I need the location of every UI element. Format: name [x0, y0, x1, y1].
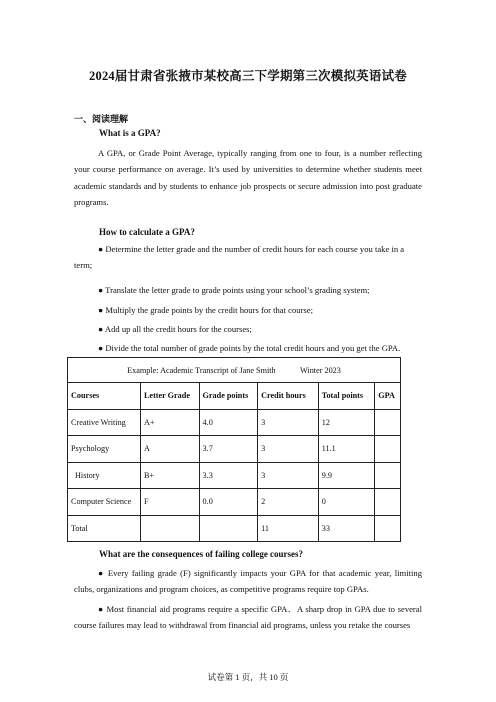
header-credit-hours: Credit hours: [258, 383, 319, 410]
table-row: [68, 489, 401, 516]
cell-course: Total: [68, 515, 141, 542]
cell-total-points: 9.9: [318, 462, 375, 489]
page-footer: 试卷第 1 页，共 10 页: [207, 672, 289, 682]
consequence-item: ● Every failing grade (F) significantly impacts your GPA for that academic year, limiting clubs, organizations and program choices, as competitive programs require top GPAs.: [74, 568, 422, 595]
cell-gpa: [375, 409, 401, 436]
table-row: [68, 409, 401, 436]
cell-total-points: 33: [318, 515, 375, 542]
heading-how-to-calculate: How to calculate a GPA?: [99, 227, 195, 237]
cell-grade-points: 3.3: [199, 462, 258, 489]
cell-grade-points: 0.0: [199, 489, 258, 516]
cell-total-points: 11.1: [318, 436, 375, 463]
table-row: [68, 462, 401, 489]
table-row: [68, 436, 401, 463]
cell-credit-hours: 3: [258, 409, 319, 436]
cell-course: Creative Writing: [68, 409, 141, 436]
paragraph-gpa-definition: A GPA, or Grade Point Average, typically ranging from one to four, is a number reflecting your course performance on average. It’s used by universities to determine whether students meet academic standards and by students to enhance job prospects or secure admission into post graduate programs.: [74, 148, 422, 208]
cell-letter-grade: B+: [140, 462, 199, 489]
cell-grade-points: 4.0: [199, 409, 258, 436]
cell-gpa: [375, 515, 401, 542]
step-item: ● Add up all the credit hours for the courses;: [98, 324, 252, 334]
cell-credit-hours: 3: [258, 462, 319, 489]
cell-gpa: [375, 436, 401, 463]
heading-what-is-gpa: What is a GPA?: [99, 128, 161, 138]
cell-grade-points: [199, 515, 258, 542]
consequence-item: ● Most financial aid programs require a specific GPA．A sharp drop in GPA due to several course failures may lead to withdrawal from financial aid programs, unless you retake the courses: [74, 604, 422, 631]
header-gpa: GPA: [375, 383, 401, 410]
step-item: ● Multiply the grade points by the credit hours for that course;: [98, 305, 313, 315]
cell-course: Psychology: [68, 436, 141, 463]
cell-course: Computer Science: [68, 489, 141, 516]
cell-gpa: [375, 489, 401, 516]
table-row-total: [68, 515, 401, 542]
header-total-points: Total points: [318, 383, 375, 410]
header-courses: Courses: [68, 383, 141, 410]
cell-credit-hours: 2: [258, 489, 319, 516]
header-grade-points: Grade points: [199, 383, 258, 410]
exam-title: 2024届甘肃省张掖市某校高三下学期第三次模拟英语试卷: [89, 69, 407, 83]
cell-gpa: [375, 462, 401, 489]
cell-total-points: 12: [318, 409, 375, 436]
step-item: ● Divide the total number of grade points by the total credit hours and you get the GPA.: [98, 343, 401, 353]
transcript-table: [67, 357, 401, 542]
table-header-row: [68, 383, 401, 410]
step-item: ● Translate the letter grade to grade points using your school’s grading system;: [98, 285, 370, 295]
table-caption-row: [68, 358, 401, 383]
section-heading: 一、阅读理解: [74, 114, 129, 124]
cell-credit-hours: 11: [258, 515, 319, 542]
cell-total-points: 0: [318, 489, 375, 516]
cell-letter-grade: F: [140, 489, 199, 516]
heading-consequences: What are the consequences of failing college courses?: [99, 549, 304, 559]
cell-grade-points: 3.7: [199, 436, 258, 463]
cell-course: History: [68, 462, 141, 489]
cell-credit-hours: 3: [258, 436, 319, 463]
header-letter-grade: Letter Grade: [140, 383, 199, 410]
cell-letter-grade: [140, 515, 199, 542]
cell-letter-grade: A+: [140, 409, 199, 436]
cell-letter-grade: A: [140, 436, 199, 463]
table-caption: Example: Academic Transcript of Jane Smith Winter 2023: [68, 358, 401, 383]
step-item: ● Determine the letter grade and the number of credit hours for each course you take in a term;: [74, 244, 405, 271]
